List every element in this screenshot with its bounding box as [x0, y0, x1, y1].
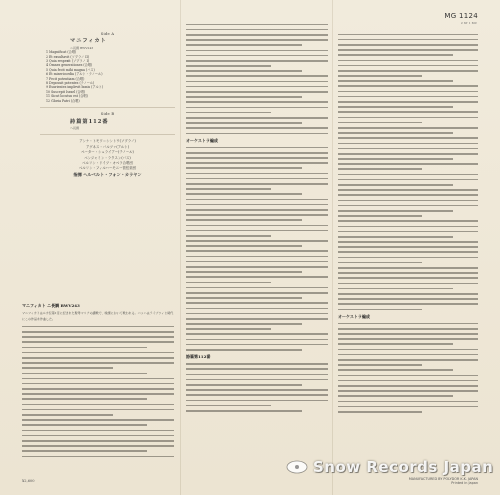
movement-item: 10 Suscepit Israel (合唱): [46, 89, 86, 94]
text-line: [22, 424, 147, 426]
text-line: [338, 277, 478, 279]
conductor-credit: 指揮 ヘルベルト・フォン・カラヤン: [73, 171, 142, 177]
text-line: [338, 168, 422, 170]
text-line: [186, 339, 328, 341]
text-line: [338, 283, 478, 285]
text-lines: [338, 34, 478, 311]
text-line: [186, 405, 271, 407]
text-line: [186, 394, 328, 396]
watermark-text: Snow Records Japan: [313, 458, 494, 476]
text-line: [186, 24, 328, 26]
text-line: [338, 401, 478, 403]
text-line: [186, 96, 302, 98]
movement-item: 1 Magnificat (合唱): [46, 50, 77, 55]
orchestra-credit: ベルリン・フィルハーモニー管弦楽団: [78, 166, 137, 171]
track-listing: [40, 30, 175, 288]
text-line: [338, 34, 478, 36]
text-line: [338, 70, 478, 72]
orchestra-heading: オーケストラ編成: [186, 137, 218, 143]
text-line: [22, 450, 147, 452]
text-line: [338, 174, 478, 176]
text-line: [338, 111, 478, 113]
text-line: [338, 184, 453, 186]
text-line: [22, 383, 174, 385]
psalm-heading: 詩篇第112番: [186, 354, 211, 360]
text-line: [186, 55, 328, 57]
movement-item: 3 Quia respexit (ソプラノ I): [46, 59, 90, 64]
text-line: [338, 210, 453, 212]
text-line: [338, 148, 478, 150]
text-line: [186, 86, 328, 88]
text-line: [186, 410, 302, 412]
text-line: [338, 39, 478, 41]
text-line: [186, 282, 271, 284]
work-2-subtitle: ヘ長調: [70, 125, 80, 130]
text-line: [22, 326, 174, 328]
text-line: [338, 101, 478, 103]
text-line: [338, 390, 478, 392]
text-line: [186, 287, 328, 289]
text-line: [186, 204, 328, 206]
catalog-subcode: 2 ST 1 MC: [460, 21, 477, 25]
notes-heading: マニフィカト ニ長調 BWV243: [22, 303, 80, 308]
text-line: [338, 369, 453, 371]
text-line: [22, 445, 174, 447]
text-line: [338, 122, 422, 124]
text-line: [186, 379, 328, 381]
text-line: [338, 406, 478, 408]
text-line: [338, 65, 478, 67]
text-line: [186, 374, 328, 376]
text-line: [186, 199, 328, 201]
text-line: [186, 152, 328, 154]
printed-in-line: Printed in Japan: [451, 481, 478, 485]
text-line: [186, 219, 302, 221]
text-line: [338, 106, 453, 108]
text-line: [338, 246, 478, 248]
movement-item: 8 Deposuit potentes (テノール): [46, 81, 95, 86]
text-line: [186, 162, 328, 164]
text-line: [22, 404, 174, 406]
text-line: [338, 385, 478, 387]
text-line: [186, 368, 328, 370]
text-line: [22, 456, 174, 458]
liner-notes-right: [338, 30, 478, 450]
text-line: [22, 331, 174, 333]
text-line: [338, 251, 478, 253]
performer-list: [40, 139, 175, 160]
text-line: [186, 302, 328, 304]
catalog-number: MG 1124: [444, 12, 478, 20]
liner-notes-middle: [186, 20, 328, 472]
text-line: [186, 389, 328, 391]
text-line: [338, 194, 478, 196]
movement-item: 7 Fecit potentiam (合唱): [46, 76, 85, 81]
text-line: [186, 39, 328, 41]
text-line: [338, 303, 478, 305]
text-line: [186, 34, 328, 36]
text-line: [186, 349, 302, 351]
text-line: [186, 173, 328, 175]
text-line: [186, 271, 302, 273]
text-line: [22, 414, 113, 416]
text-line: [186, 256, 328, 258]
text-line: [186, 225, 328, 227]
text-line: [22, 352, 174, 354]
text-line: [338, 354, 478, 356]
text-line: [338, 80, 453, 82]
text-line: [22, 347, 147, 349]
text-line: [186, 91, 328, 93]
shop-watermark: [286, 458, 493, 476]
text-line: [22, 435, 174, 437]
text-line: [338, 298, 478, 300]
text-line: [22, 440, 174, 442]
text-line: [338, 220, 478, 222]
text-line: [338, 411, 422, 413]
text-line: [22, 378, 174, 380]
text-line: [22, 430, 174, 432]
text-line: [186, 122, 302, 124]
text-line: [338, 143, 478, 145]
text-line: [338, 364, 422, 366]
text-line: [338, 117, 478, 119]
text-line: [338, 163, 478, 165]
text-line: [186, 250, 328, 252]
text-line: [338, 395, 453, 397]
text-line: [22, 393, 174, 395]
text-line: [338, 205, 478, 207]
work-1-subtitle: ニ長調 BWV243: [70, 45, 94, 50]
text-line: [338, 200, 478, 202]
work-2-title: 詩篇第112番: [70, 118, 109, 125]
text-line: [338, 75, 422, 77]
text-line: [22, 357, 174, 359]
text-line: [338, 338, 478, 340]
text-line: [22, 419, 174, 421]
text-line: [338, 231, 478, 233]
text-line: [338, 288, 453, 290]
column-divider: [332, 0, 333, 495]
text-line: [186, 193, 302, 195]
text-line: [338, 343, 453, 345]
text-line: [338, 189, 478, 191]
movement-item: 4 Omnes generationes (合唱): [46, 63, 93, 68]
text-line: [186, 178, 328, 180]
text-line: [186, 214, 328, 216]
text-line: [186, 183, 328, 185]
text-line: [338, 137, 478, 139]
text-line: [186, 323, 302, 325]
text-line: [186, 297, 302, 299]
text-line: [22, 409, 174, 411]
text-line: [338, 328, 478, 330]
text-line: [338, 380, 478, 382]
orchestra-heading-right: オーケストラ編成: [338, 313, 370, 319]
text-line: [186, 344, 328, 346]
performer-item: アンナ・トモワ＝シントウ(ソプラノ): [79, 139, 136, 144]
text-line: [186, 245, 302, 247]
text-line: [338, 85, 478, 87]
text-line: [338, 44, 478, 46]
performer-item: ベンジャミン・ラクスン(バス): [84, 155, 131, 160]
manufacturer-credit: [409, 477, 478, 485]
text-line: [338, 127, 478, 129]
text-line: [186, 29, 328, 31]
text-line: [22, 373, 147, 375]
movement-item: 11 Sicut locutus est (合唱): [46, 94, 88, 99]
text-line: [186, 107, 328, 109]
text-lines: [186, 24, 328, 135]
text-line: [186, 70, 302, 72]
text-line: [338, 272, 478, 274]
movement-list: [40, 50, 175, 103]
divider: [40, 134, 175, 135]
text-line: [186, 240, 328, 242]
text-line: [186, 157, 328, 159]
text-line: [338, 49, 478, 51]
movement-item: 12 Gloria Patri (合唱): [46, 98, 80, 103]
text-line: [22, 388, 174, 390]
text-line: [338, 241, 478, 243]
text-line: [186, 308, 328, 310]
text-line: [186, 50, 328, 52]
text-line: [186, 44, 302, 46]
side-a-label: Side A: [100, 32, 115, 36]
text-line: [338, 96, 478, 98]
text-line: [338, 215, 422, 217]
text-line: [338, 91, 478, 93]
text-line: [338, 267, 478, 269]
text-lines: [186, 363, 328, 411]
text-line: [186, 81, 328, 83]
chorus-credit: ベルリン・ドイツ・オペラ合唱団: [82, 160, 133, 165]
text-line: [186, 188, 271, 190]
text-line: [186, 117, 328, 119]
work-1-title: マニフィカト: [70, 38, 107, 45]
text-line: [338, 349, 478, 351]
movement-item: 2 Et exsultavit (ソプラノ II): [46, 54, 90, 59]
text-line: [186, 65, 271, 67]
text-line: [338, 60, 478, 62]
text-line: [22, 336, 174, 338]
text-line: [186, 235, 271, 237]
text-line: [338, 226, 478, 228]
text-line: [338, 323, 478, 325]
text-line: [22, 367, 113, 369]
text-line: [186, 276, 328, 278]
text-line: [186, 363, 328, 365]
performer-item: ペーター・シュライアー(テノール): [81, 150, 134, 155]
text-line: [186, 400, 328, 402]
divider: [40, 107, 175, 108]
text-line: [186, 101, 328, 103]
text-line: [22, 398, 147, 400]
movement-item: 5 Quia fecit mihi magna (バス): [46, 67, 95, 72]
text-line: [22, 362, 174, 364]
column-divider: [180, 0, 181, 495]
text-line: [22, 341, 174, 343]
text-line: [186, 127, 328, 129]
text-line: [338, 179, 478, 181]
text-line: [338, 262, 422, 264]
snowflake-logo-icon: [286, 460, 308, 474]
text-line: [186, 266, 328, 268]
text-line: [338, 132, 453, 134]
manufacturer-line: MANUFACTURED BY POLYDOR K.K. JAPAN: [408, 477, 478, 481]
text-line: [186, 318, 328, 320]
text-line: [186, 292, 328, 294]
text-lines: [186, 147, 328, 351]
text-line: [186, 147, 328, 149]
text-line: [186, 261, 328, 263]
performer-item: アグネス・バルツァ(アルト): [85, 144, 130, 149]
text-line: [338, 257, 478, 259]
text-line: [186, 112, 271, 114]
text-line: [186, 328, 271, 330]
notes-paragraph: マニフィカトはルカ伝第1章に記された聖母マリアの讃歌で、晩課において歌われる。バッハはライプツィヒ時代にこの作品を作曲した。: [22, 311, 174, 321]
price-label: ¥2,600: [22, 479, 35, 483]
text-line: [186, 167, 302, 169]
text-line: [338, 333, 478, 335]
text-line: [186, 209, 328, 211]
text-line: [186, 230, 328, 232]
movement-item: 6 Et misericordia (アルト・テノール): [46, 72, 103, 77]
text-lines: [338, 323, 478, 413]
side-b-label: Side B: [100, 112, 115, 117]
liner-notes-left: [22, 300, 174, 472]
text-line: [338, 158, 453, 160]
text-line: [186, 384, 302, 386]
text-line: [186, 60, 328, 62]
text-line: [338, 359, 478, 361]
text-line: [186, 313, 328, 315]
text-line: [338, 309, 422, 311]
text-line: [186, 133, 328, 135]
text-line: [338, 54, 453, 56]
text-line: [186, 75, 328, 77]
text-line: [338, 236, 453, 238]
text-line: [338, 153, 478, 155]
text-line: [338, 293, 478, 295]
text-line: [338, 375, 478, 377]
text-lines: [22, 326, 174, 457]
movement-item: 9 Esurientes implevit bonis (アルト): [46, 85, 104, 90]
text-line: [186, 333, 328, 335]
